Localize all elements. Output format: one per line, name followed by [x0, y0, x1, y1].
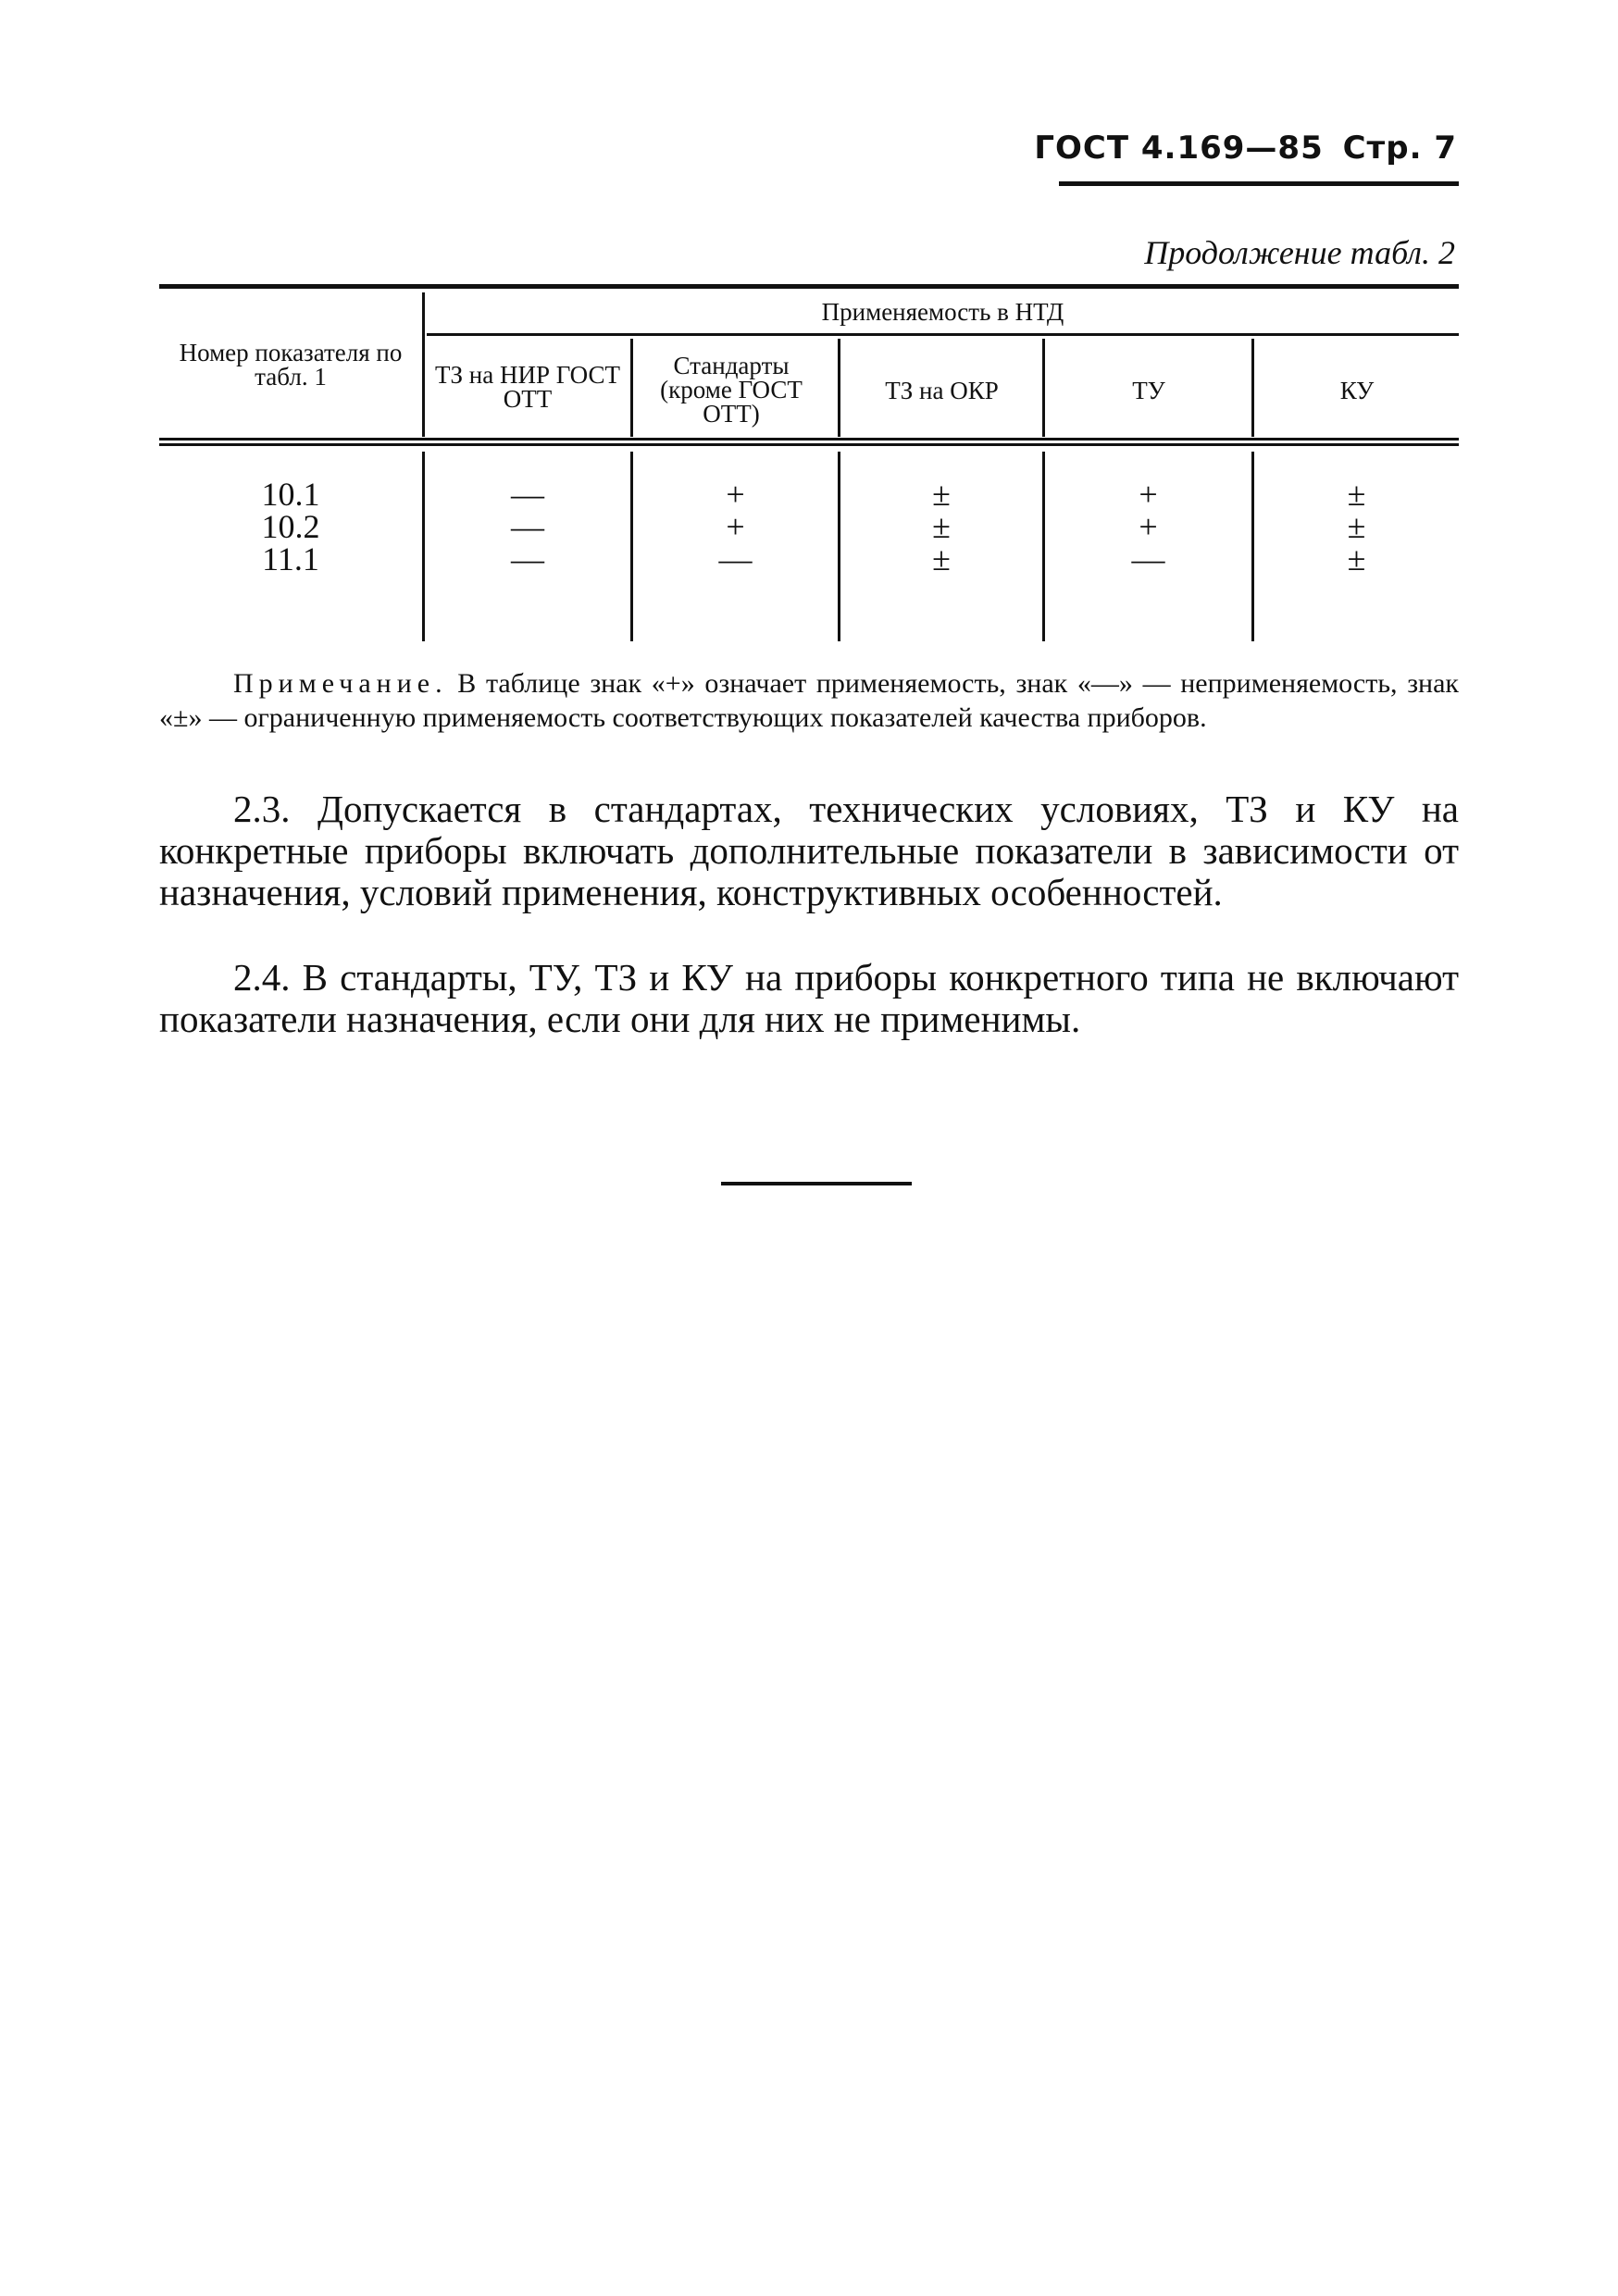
header-double-rule — [159, 443, 1459, 446]
row-numbers — [159, 478, 422, 576]
paragraph-2-3: 2.3. Допускается в стандартах, технических условиях, ТЗ и КУ на конкретные приборы включать дополнительные показатели в зависимости от назначения, условий применения, конструктивных особенностей. — [159, 788, 1459, 913]
cell: — — [1131, 540, 1165, 577]
cell: + — [1139, 476, 1158, 513]
cell: ± — [1347, 540, 1366, 577]
doc-code: ГОСТ 4.169—85 — [1034, 130, 1324, 167]
page-header — [1034, 130, 1457, 167]
cell: — — [511, 508, 544, 545]
cell: + — [726, 508, 745, 545]
paragraph-2-4: 2.4. В стандарты, ТУ, ТЗ и КУ на приборы конкретного типа не включают показатели назначения, если они для них не применимы. — [159, 956, 1459, 1040]
column-values — [840, 478, 1042, 576]
column-values — [1045, 478, 1251, 576]
col-divider — [630, 339, 633, 437]
header-rule — [1059, 181, 1459, 186]
column-header: КУ — [1339, 377, 1375, 404]
row-number: 11.1 — [262, 540, 319, 577]
row-number: 10.1 — [261, 476, 320, 513]
cell: ± — [1347, 508, 1366, 545]
cell: — — [511, 476, 544, 513]
col-divider — [1251, 339, 1254, 437]
table-caption: Продолжение табл. 2 — [1144, 234, 1455, 271]
column-values — [633, 478, 838, 576]
column-header: ТУ — [1132, 377, 1165, 404]
cell: — — [718, 540, 753, 577]
col-divider — [838, 339, 840, 437]
row-number: 10.2 — [261, 508, 320, 545]
column-values — [1254, 478, 1459, 576]
column-header: ТЗ на ОКР — [885, 377, 999, 404]
group-rule — [427, 333, 1459, 336]
col-divider — [422, 292, 425, 437]
cell: + — [726, 476, 745, 513]
column-header: ТЗ на НИР ГОСТ ОТТ — [435, 361, 620, 413]
row-header: Номер показателя по табл. 1 — [179, 339, 403, 391]
column-header: Стандарты (кроме ГОСТ ОТТ) — [660, 352, 803, 428]
group-header: Применяемость в НТД — [821, 298, 1064, 326]
page-number: Стр. 7 — [1342, 130, 1457, 167]
note-text: В таблице знак «+» означает применяемость, знак «—» — неприменяемость, знак «±» — ограниченную применяемость соответствующих показателей качества приборов. — [159, 668, 1459, 733]
note-label: Примечание. — [233, 668, 448, 699]
end-rule — [721, 1182, 912, 1185]
cell: — — [511, 540, 544, 577]
cell: + — [1139, 508, 1158, 545]
cell: ± — [932, 476, 951, 513]
column-values — [425, 478, 630, 576]
cell: ± — [932, 540, 951, 577]
cell: ± — [932, 508, 951, 545]
table-note — [159, 666, 1459, 735]
table-top-rule — [159, 284, 1459, 289]
cell: ± — [1347, 476, 1366, 513]
header-double-rule — [159, 438, 1459, 441]
col-divider — [1042, 339, 1045, 437]
